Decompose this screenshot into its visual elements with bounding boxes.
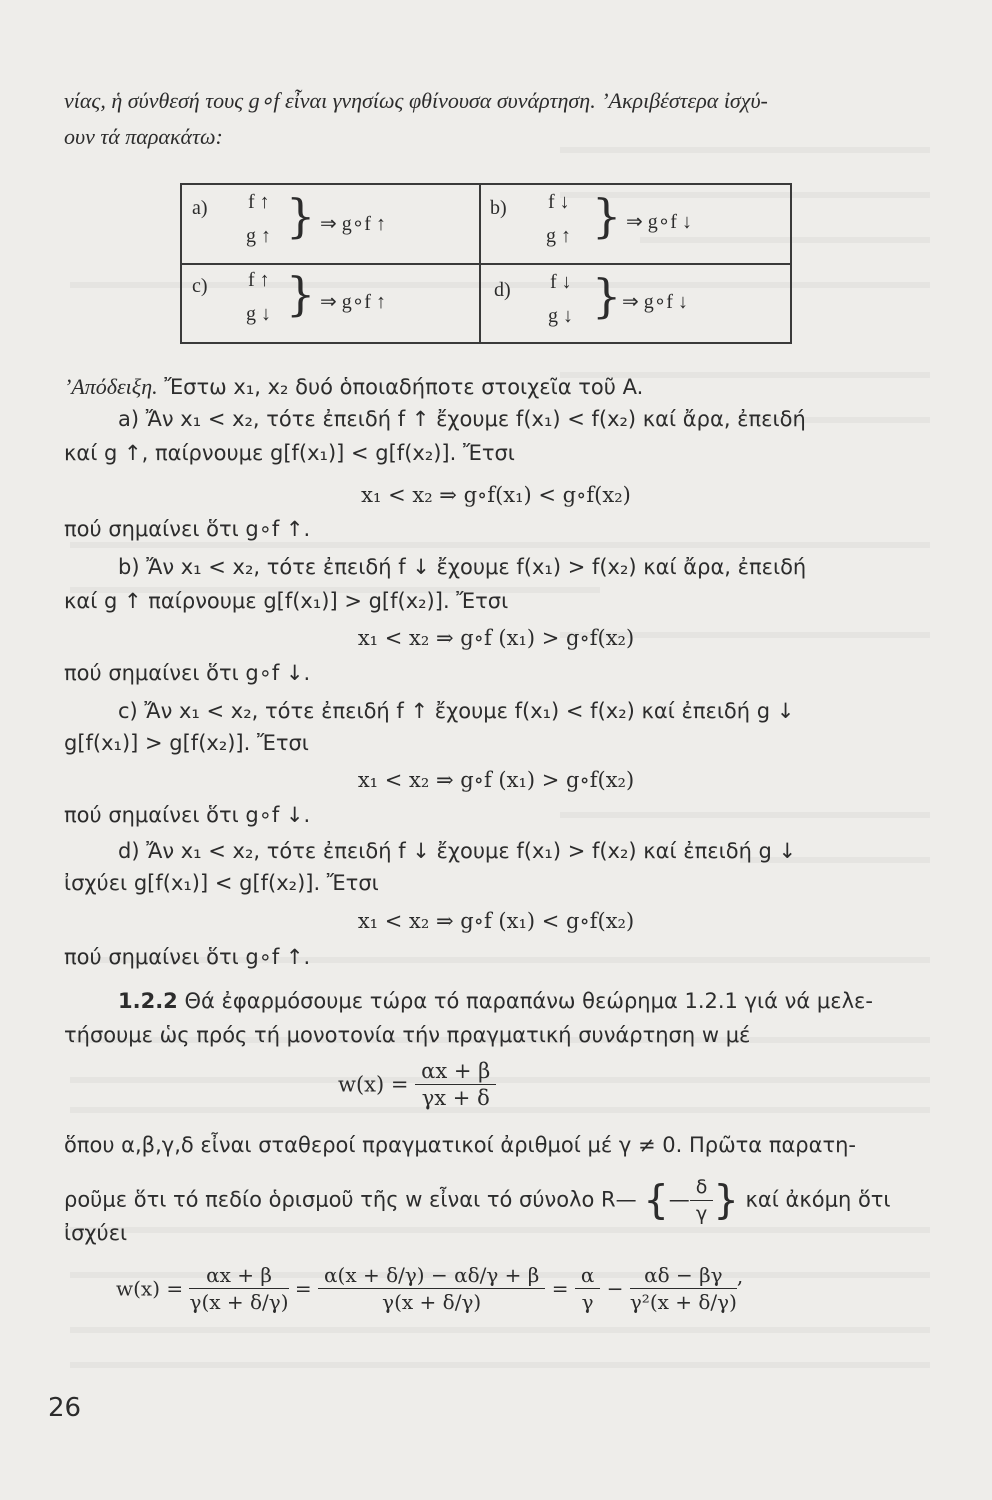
cell-d-g: g ↓	[548, 305, 573, 327]
proof-b-conclusion: πού σημαίνει ὅτι g∘f ↓.	[64, 661, 311, 685]
eq-fraction-3	[575, 1262, 601, 1315]
w-fraction	[415, 1058, 496, 1111]
proof-a-conclusion: πού σημαίνει ὅτι g∘f ↑.	[64, 517, 311, 541]
cell-c-f: f ↑	[248, 269, 270, 291]
eq-fraction-2-num: α(x + δ/γ) − αδ/γ + β	[318, 1262, 545, 1289]
intro-line-2: ουν τά παρακάτω:	[64, 124, 223, 149]
proof-d-line-1: d) Ἄν x₁ < x₂, τότε ἐπειδή f ↓ ἔχουμε f(x₁) > f(x₂) καί ἐπειδή g ↓	[118, 839, 797, 863]
proof-d-line-2: ἰσχύει g[f(x₁)] < g[f(x₂)]. Ἔτσι	[64, 871, 379, 895]
set-brace-close: }	[713, 1177, 739, 1224]
brace-d: }	[592, 269, 622, 323]
proof-c-line-1: c) Ἄν x₁ < x₂, τότε ἐπειδή f ↑ ἔχουμε f(x₁) < f(x₂) καί ἐπειδή g ↓	[118, 699, 795, 723]
eq-fraction-2	[318, 1262, 545, 1315]
proof-c-conclusion: πού σημαίνει ὅτι g∘f ↓.	[64, 803, 311, 827]
eq-fraction-4	[630, 1262, 737, 1315]
eq-fraction-2-den: γ(x + δ/γ)	[382, 1290, 482, 1314]
eq-fraction-1-num: αx + β	[189, 1262, 288, 1289]
section-line-4-end: καί ἀκόμη ὅτι	[745, 1187, 891, 1212]
cell-c-g: g ↓	[246, 303, 271, 325]
eq-fraction-1	[189, 1262, 288, 1315]
cell-d-label: d)	[494, 279, 511, 301]
eq-fraction-1-den: γ(x + δ/γ)	[189, 1290, 289, 1314]
set-numerator: δ	[690, 1174, 714, 1201]
eq-fraction-4-num: αδ − βγ	[630, 1262, 737, 1289]
proof-d-conclusion: πού σημαίνει ὅτι g∘f ↑.	[64, 945, 311, 969]
cell-a-result: ⇒ g∘f ↑	[320, 213, 386, 235]
section-line-4-text: ροῦμε ὅτι τό πεδίο ὁρισμοῦ τῆς w εἶναι τό σύνολο R—	[64, 1187, 637, 1212]
cell-d-f: f ↓	[550, 271, 572, 293]
set-denominator: γ	[695, 1203, 708, 1225]
section-line-3: ὅπου α,β,γ,δ εἶναι σταθεροί πραγματικοί ἀριθμοί μέ γ ≠ 0. Πρῶτα παρατη-	[64, 1133, 857, 1157]
proof-b-equation: x₁ < x₂ ⇒ g∘f (x₁) > g∘f(x₂)	[357, 626, 635, 650]
eq-minus: −	[606, 1276, 624, 1301]
cell-b-result: ⇒ g∘f ↓	[626, 211, 692, 233]
cell-b-g: g ↑	[546, 225, 571, 247]
cell-a-g: g ↑	[246, 225, 271, 247]
cell-b-f: f ↓	[548, 191, 570, 213]
proof-d-equation: x₁ < x₂ ⇒ g∘f (x₁) < g∘f(x₂)	[357, 909, 635, 933]
section-line-5: ἰσχύει	[64, 1221, 128, 1245]
w-lhs: w(x) =	[338, 1072, 409, 1097]
set-brace-open: {	[643, 1177, 669, 1224]
proof-a-equation: x₁ < x₂ ⇒ g∘f(x₁) < g∘f(x₂)	[361, 483, 631, 507]
proof-heading-text: Ἔστω x₁, x₂ δυό ὁποιαδήποτε στοιχεῖα τοῦ A.	[157, 375, 644, 399]
section-line-1-text: Θά ἐφαρμόσουμε τώρα τό παραπάνω θεώρημα 1.2.1 γιά νά μελε-	[177, 989, 873, 1013]
w-denominator: γx + δ	[421, 1086, 490, 1110]
eq-lhs: w(x) =	[116, 1276, 184, 1301]
proof-b-line-1: b) Ἄν x₁ < x₂, τότε ἐπειδή f ↓ ἔχουμε f(x₁) > f(x₂) καί ἄρα, ἐπειδή	[118, 555, 807, 579]
set-minus: —	[668, 1187, 690, 1212]
section-line-1	[118, 986, 873, 1016]
proof-c-equation: x₁ < x₂ ⇒ g∘f (x₁) > g∘f(x₂)	[357, 768, 635, 792]
brace-b: }	[592, 189, 622, 243]
proof-a-line-2: καί g ↑, παίρνουμε g[f(x₁)] < g[f(x₂)]. Ἔτσι	[64, 441, 515, 465]
section-line-4	[64, 1174, 891, 1227]
proof-c-line-2: g[f(x₁)] > g[f(x₂)]. Ἔτσι	[64, 731, 309, 755]
cell-c-label: c)	[192, 275, 208, 297]
cell-a-f: f ↑	[248, 191, 270, 213]
section-line-2: τήσουμε ὡς πρός τή μονοτονία τήν πραγματική συνάρτηση w μέ	[64, 1023, 751, 1047]
monotonicity-table	[180, 183, 792, 344]
section-number: 1.2.2	[118, 989, 178, 1013]
eq-fraction-3-den: γ	[581, 1290, 594, 1314]
eq-fraction-3-num: α	[575, 1262, 601, 1289]
proof-heading-italic: ’Απόδειξη.	[64, 374, 158, 399]
eq-fraction-4-den: γ²(x + δ/γ)	[629, 1290, 737, 1314]
cell-d-result: ⇒ g∘f ↓	[622, 291, 688, 313]
eq-equals-1: =	[294, 1276, 312, 1301]
proof-heading	[64, 372, 643, 402]
w-transformation-equation	[116, 1262, 743, 1315]
cell-a-label: a)	[192, 197, 208, 219]
w-definition	[338, 1058, 496, 1111]
proof-a-line-1: a) Ἄν x₁ < x₂, τότε ἐπειδή f ↑ ἔχουμε f(x₁) < f(x₂) καί ἄρα, ἐπειδή	[118, 407, 806, 431]
brace-c: }	[286, 267, 316, 321]
page-number: 26	[48, 1393, 82, 1423]
eq-equals-2: =	[551, 1276, 569, 1301]
cell-b-label: b)	[490, 197, 507, 219]
eq-comma: ,	[736, 1264, 744, 1288]
w-numerator: αx + β	[415, 1058, 496, 1085]
table-horizontal-divider	[182, 263, 790, 265]
set-fraction	[690, 1174, 714, 1227]
cell-c-result: ⇒ g∘f ↑	[320, 291, 386, 313]
brace-a: }	[286, 189, 316, 243]
intro-line-1: νίας, ἡ σύνθεσή τους g∘f εἶναι γνησίως φθίνουσα συνάρτηση. ’Ακριβέστερα ἰσχύ-	[64, 88, 768, 113]
proof-b-line-2: καί g ↑ παίρνουμε g[f(x₁)] > g[f(x₂)]. Ἔτσι	[64, 589, 509, 613]
